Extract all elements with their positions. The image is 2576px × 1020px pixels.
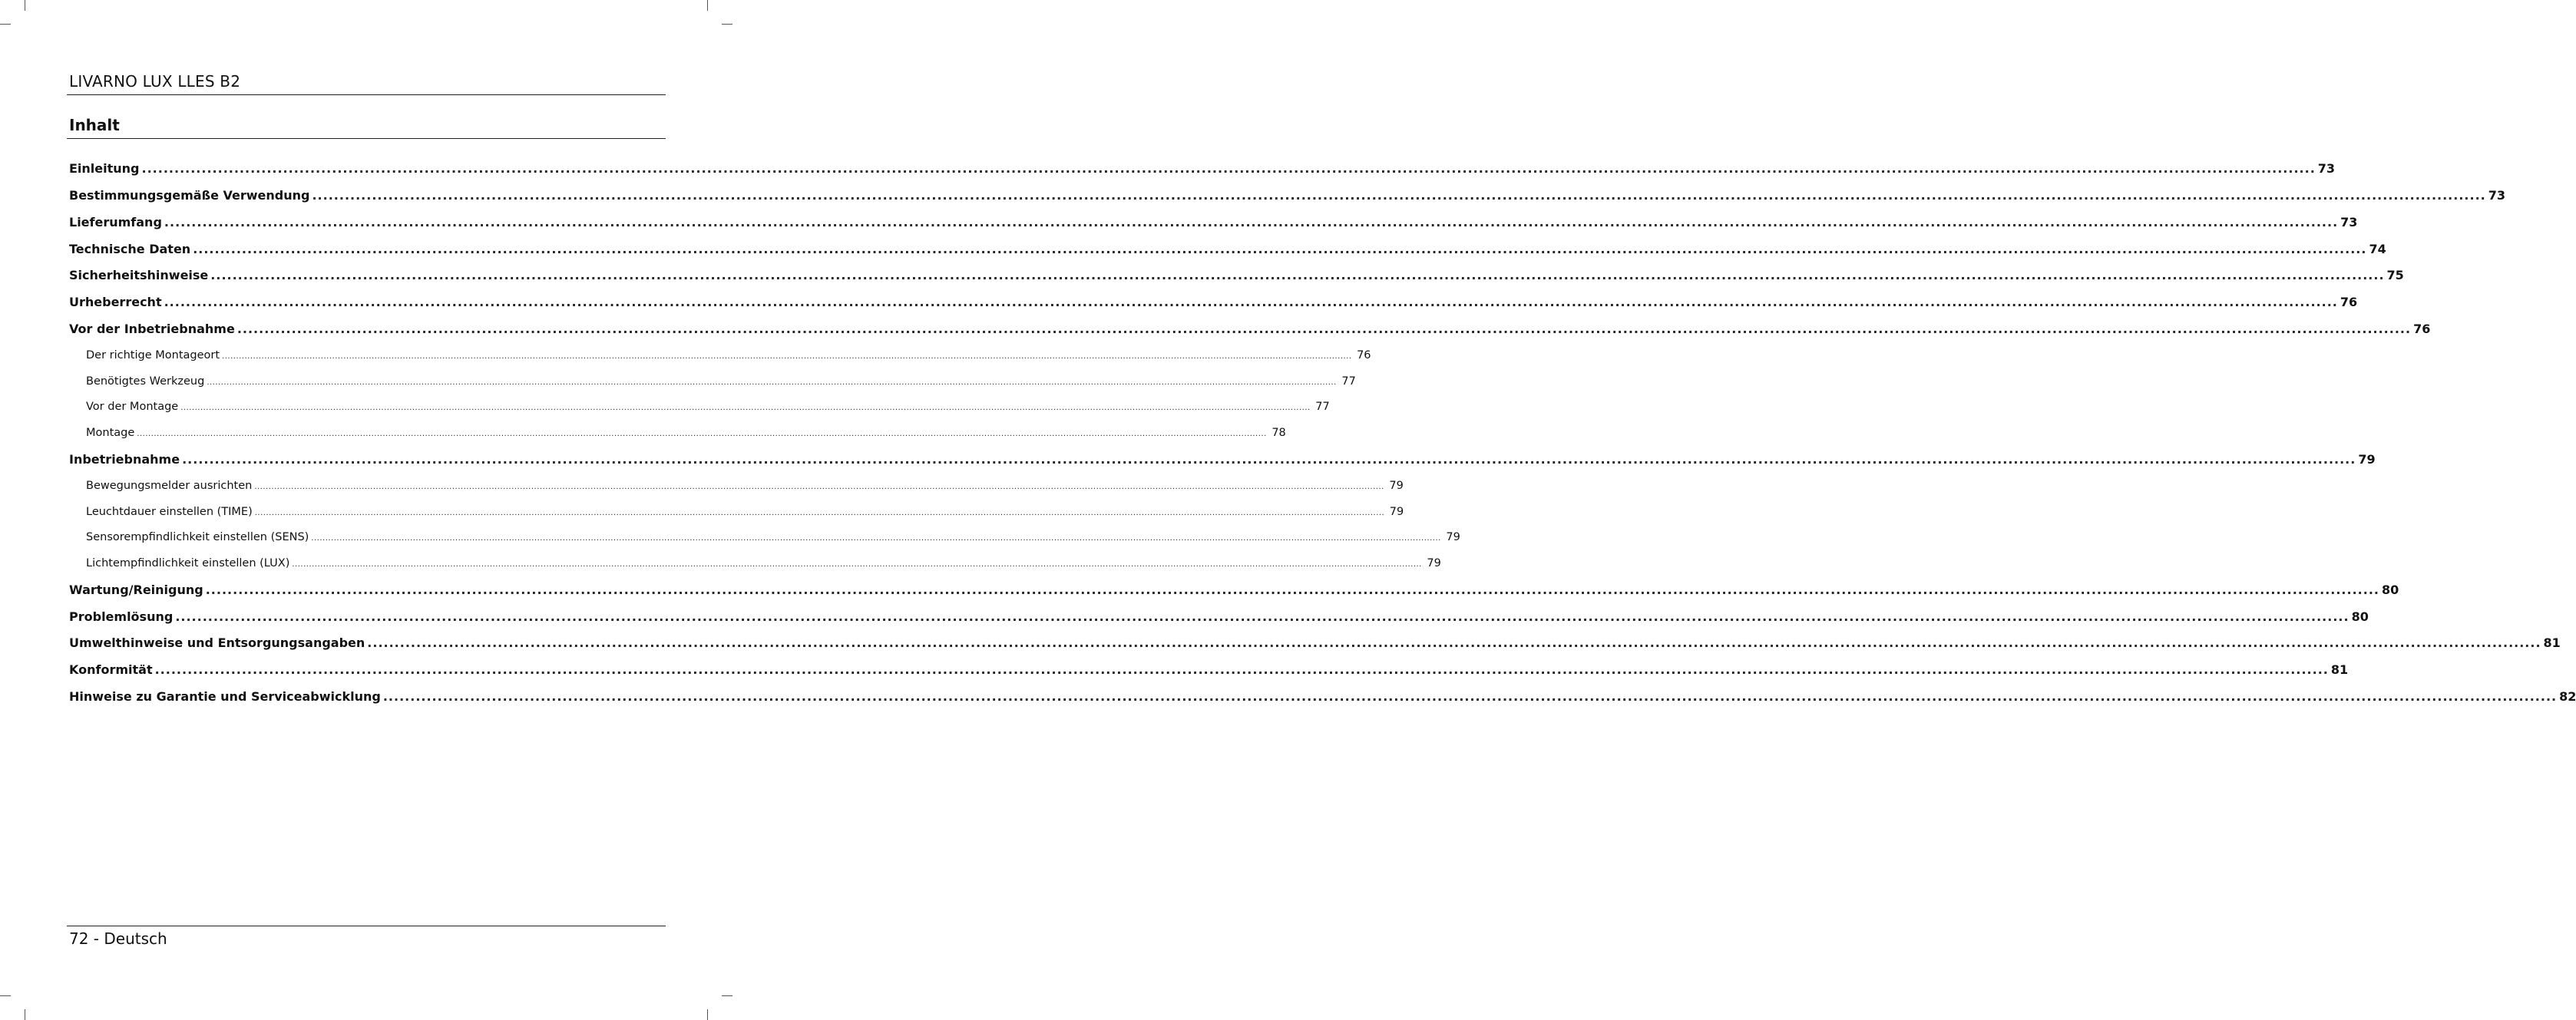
toc-entry-label: Bestimmungsgemäße Verwendung: [69, 187, 310, 203]
toc-entry[interactable]: [69, 262, 2404, 289]
running-header: LIVARNO LUX LLES B2: [69, 72, 241, 91]
toc-subentry[interactable]: [69, 343, 1371, 369]
toc-page-number: 73: [2340, 214, 2358, 229]
toc-entry-label: Konformität: [69, 662, 153, 678]
toc-page-number: 78: [1271, 427, 1286, 440]
toc-page-number: 79: [1446, 531, 1460, 544]
toc-entry[interactable]: [69, 316, 2431, 343]
toc-page-number: 80: [2381, 582, 2399, 597]
toc-entry-label: Benötigtes Werkzeug: [86, 375, 205, 388]
toc-entry[interactable]: [69, 684, 2576, 711]
toc-entry-label: Inbetriebnahme: [69, 451, 180, 467]
toc-entry[interactable]: [69, 577, 2399, 604]
toc-entry[interactable]: [69, 630, 2561, 657]
header-rule: [67, 94, 666, 95]
toc-entry-label: Umwelthinweise und Entsorgungsangaben: [69, 635, 365, 651]
toc-page-number: 77: [1341, 375, 1356, 388]
page-footer: 72 - Deutsch: [69, 929, 167, 948]
dot-leader: ................................................................................................................................................................................................................................................................................................................................................................................................................: [222, 352, 1352, 361]
toc-entry-label: Sensorempfindlichkeit einstellen (SENS): [86, 531, 309, 544]
toc-page-number: 76: [1357, 348, 1371, 361]
toc-page-number: 79: [1427, 557, 1441, 569]
toc-page-number: 76: [2413, 322, 2431, 337]
crop-mark: [0, 24, 11, 25]
toc-entry-label: Einleitung: [69, 161, 140, 176]
dot-leader: ................................................................................................................................................................................................................................................................................................................................................................................................................: [205, 582, 2379, 597]
toc-subentry[interactable]: [69, 500, 1404, 526]
toc-page-number: 74: [2369, 241, 2386, 256]
toc-subentry[interactable]: [69, 421, 1286, 447]
toc-entry[interactable]: [69, 236, 2386, 263]
toc-page-number: 80: [2351, 609, 2369, 624]
toc-page-number: 79: [1389, 505, 1404, 518]
toc-entry[interactable]: [69, 183, 2505, 210]
dot-leader: ................................................................................................................................................................................................................................................................................................................................................................................................................: [175, 609, 2349, 624]
toc-subentry[interactable]: [69, 551, 1441, 577]
dot-leader: ................................................................................................................................................................................................................................................................................................................................................................................................................: [292, 560, 1422, 569]
toc-entry-label: Wartung/Reinigung: [69, 582, 203, 597]
dot-leader: ................................................................................................................................................................................................................................................................................................................................................................................................................: [236, 322, 2412, 337]
toc-entry-label: Vor der Montage: [86, 401, 179, 414]
crop-mark: [0, 995, 11, 996]
toc-page-number: 81: [2330, 662, 2349, 678]
toc-subentry[interactable]: [69, 525, 1460, 551]
toc-page-number: 77: [1315, 401, 1330, 414]
toc-entry-label: Montage: [86, 427, 135, 440]
toc-entry-label: Der richtige Montageort: [86, 348, 220, 361]
toc-entry-label: Lichtempfindlichkeit einstellen (LUX): [86, 557, 290, 569]
toc-entry[interactable]: [69, 604, 2369, 631]
dot-leader: ................................................................................................................................................................................................................................................................................................................................................................................................................: [382, 689, 2558, 705]
toc-subentry[interactable]: [69, 369, 1356, 395]
toc-entry-label: Urheberrecht: [69, 295, 162, 310]
dot-leader: ................................................................................................................................................................................................................................................................................................................................................................................................................: [367, 635, 2541, 651]
dot-leader: ................................................................................................................................................................................................................................................................................................................................................................................................................: [312, 187, 2486, 203]
section-rule: [67, 138, 666, 139]
toc-page-number: 82: [2559, 689, 2576, 705]
toc-subentry[interactable]: [69, 474, 1404, 500]
toc-page-number: 79: [1389, 479, 1404, 492]
table-of-contents: [69, 156, 2576, 711]
toc-entry[interactable]: [69, 210, 2358, 236]
dot-leader: ................................................................................................................................................................................................................................................................................................................................................................................................................: [164, 295, 2338, 310]
dot-leader: ................................................................................................................................................................................................................................................................................................................................................................................................................: [154, 662, 2329, 678]
dot-leader: ................................................................................................................................................................................................................................................................................................................................................................................................................: [182, 451, 2356, 467]
toc-page-number: 73: [2317, 161, 2336, 176]
toc-entry[interactable]: [69, 156, 2336, 183]
dot-leader: ................................................................................................................................................................................................................................................................................................................................................................................................................: [180, 404, 1311, 413]
toc-entry-label: Lieferumfang: [69, 214, 162, 229]
toc-entry-label: Sicherheitshinweise: [69, 268, 209, 283]
toc-subentry[interactable]: [69, 394, 1330, 421]
dot-leader: ................................................................................................................................................................................................................................................................................................................................................................................................................: [207, 378, 1337, 387]
toc-entry-label: Hinweise zu Garantie und Serviceabwicklung: [69, 689, 381, 705]
dot-leader: ................................................................................................................................................................................................................................................................................................................................................................................................................: [141, 161, 2316, 176]
dot-leader: ................................................................................................................................................................................................................................................................................................................................................................................................................: [311, 534, 1441, 543]
toc-page-number: 75: [2386, 268, 2404, 283]
dot-leader: ................................................................................................................................................................................................................................................................................................................................................................................................................: [254, 508, 1385, 517]
toc-page-number: 79: [2358, 451, 2376, 467]
toc-entry-label: Vor der Inbetriebnahme: [69, 322, 235, 337]
toc-entry[interactable]: [69, 289, 2358, 316]
dot-leader: ................................................................................................................................................................................................................................................................................................................................................................................................................: [210, 268, 2385, 283]
toc-entry[interactable]: [69, 657, 2349, 684]
toc-page-number: 81: [2543, 635, 2561, 651]
crop-mark: [707, 0, 708, 11]
toc-entry[interactable]: [69, 447, 2376, 474]
toc-entry-label: Bewegungsmelder ausrichten: [86, 479, 253, 492]
dot-leader: ................................................................................................................................................................................................................................................................................................................................................................................................................: [137, 430, 1267, 439]
crop-mark: [722, 995, 732, 996]
dot-leader: ................................................................................................................................................................................................................................................................................................................................................................................................................: [254, 482, 1384, 491]
dot-leader: ................................................................................................................................................................................................................................................................................................................................................................................................................: [164, 214, 2339, 229]
toc-entry-label: Technische Daten: [69, 241, 191, 256]
crop-mark: [722, 24, 732, 25]
toc-entry-label: Leuchtdauer einstellen (TIME): [86, 505, 253, 518]
dot-leader: ................................................................................................................................................................................................................................................................................................................................................................................................................: [193, 241, 2367, 256]
crop-mark: [707, 1009, 708, 1020]
section-title: Inhalt: [69, 116, 120, 134]
toc-page-number: 73: [2488, 187, 2505, 203]
toc-entry-label: Problemlösung: [69, 609, 174, 624]
toc-page-number: 76: [2340, 295, 2358, 310]
